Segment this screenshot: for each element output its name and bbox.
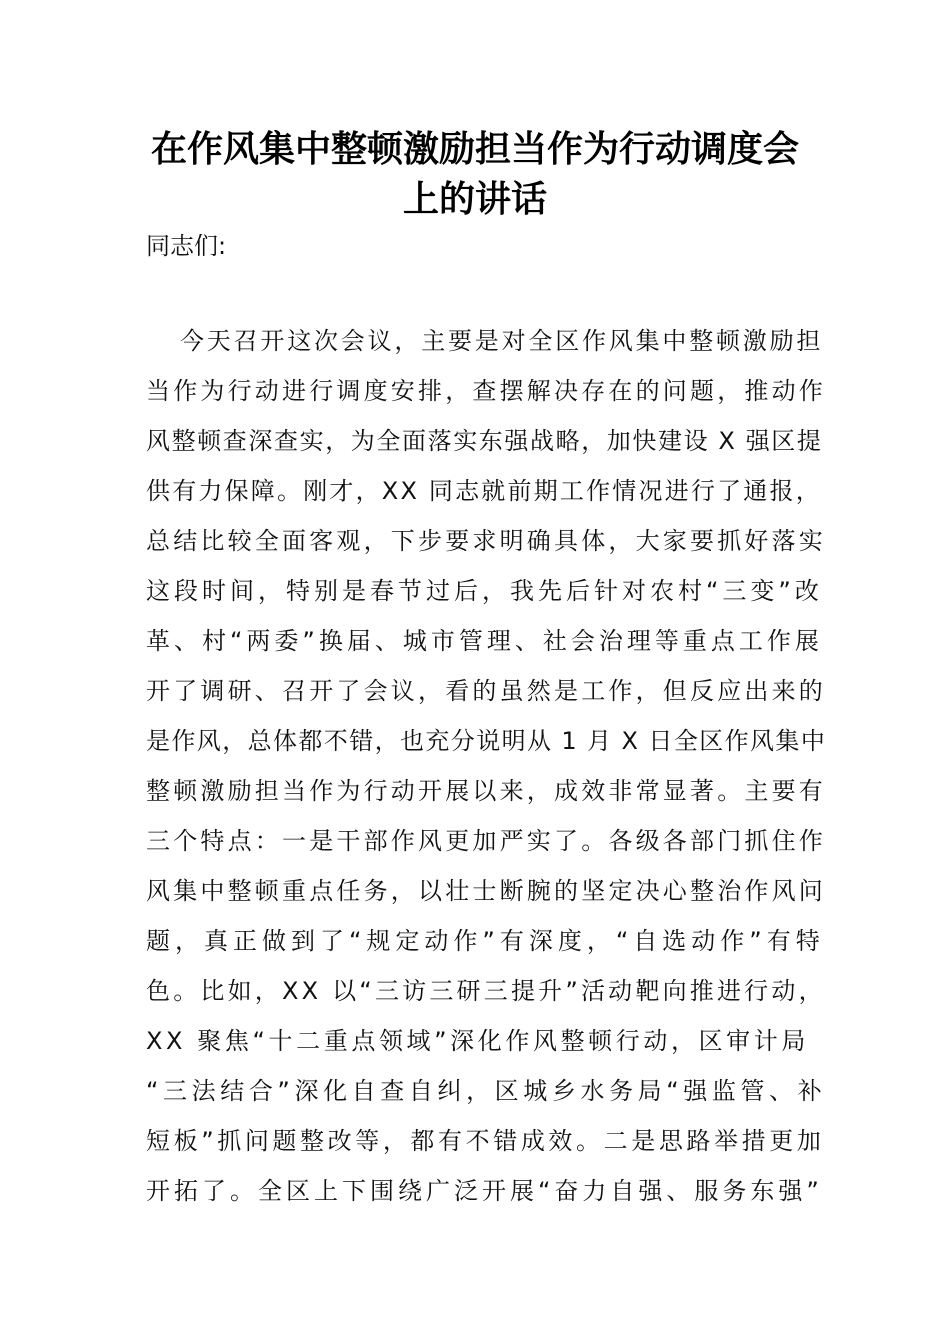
- body-line: 风整顿查深查实，为全面落实东强战略，加快建设 X 强区提: [146, 427, 823, 455]
- body-line: 当作为行动进行调度安排，查摆解决存在的问题，推动作: [146, 377, 826, 405]
- body-line: “三法结合”深化自查自纠，区城乡水务局“强监管、补: [146, 1077, 827, 1105]
- body-line: 短板”抓问题整改等，都有不错成效。二是思路举措更加: [146, 1127, 825, 1155]
- body-line: XX 聚焦“十二重点领域”深化作风整顿行动，区审计局: [146, 1027, 809, 1055]
- body-line: 是作风，总体都不错，也充分说明从 1 月 X 日全区作风集中: [146, 727, 827, 755]
- document-title: [140, 124, 810, 224]
- body-line: 三个特点：一是干部作风更加严实了。各级各部门抓住作: [146, 827, 826, 855]
- body-line: 色。比如，XX 以“三访三研三提升”活动靶向推进行动，: [146, 977, 826, 1005]
- body-line: 开了调研、召开了会议，看的虽然是工作，但反应出来的: [146, 677, 826, 705]
- body-line: 今天召开这次会议，主要是对全区作风集中整顿激励担: [180, 327, 824, 355]
- body-line: 风集中整顿重点任务，以壮士断腕的坚定决心整治作风问: [146, 877, 826, 905]
- salutation: 同志们:: [146, 232, 227, 260]
- body-line: 总结比较全面客观，下步要求明确具体，大家要抓好落实: [146, 527, 826, 555]
- body-line: 这段时间，特别是春节过后，我先后针对农村“三变”改: [146, 577, 823, 605]
- body-line: 供有力保障。刚才，XX 同志就前期工作情况进行了通报，: [146, 477, 822, 505]
- body-line: 题，真正做到了“规定动作”有深度，“自选动作”有特: [146, 927, 825, 955]
- body-line: 整顿激励担当作为行动开展以来，成效非常显著。主要有: [146, 777, 826, 805]
- title-line-2: 上的讲话: [402, 178, 547, 220]
- body-line: 革、村“两委”换届、城市管理、社会治理等重点工作展: [146, 627, 823, 655]
- body-line: 开拓了。全区上下围绕广泛开展“奋力自强、服务东强”: [146, 1177, 823, 1205]
- title-line-1: 在作风集中整顿激励担当作为行动调度会: [150, 128, 799, 170]
- body-paragraph: [146, 316, 826, 1216]
